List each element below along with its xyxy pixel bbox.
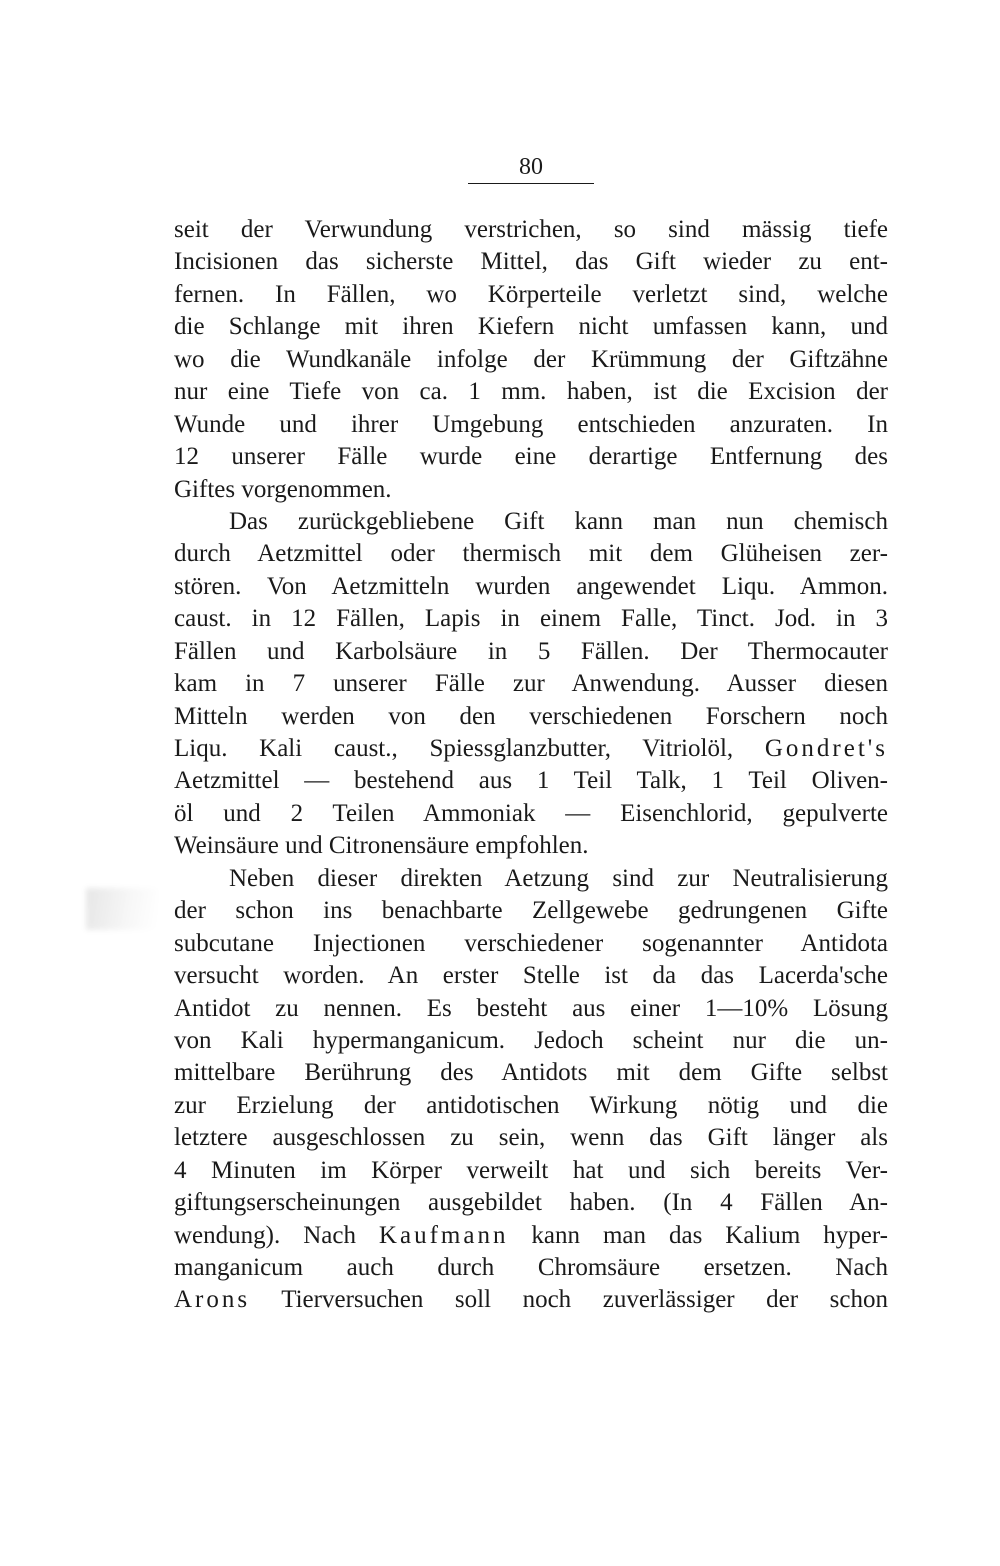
text-line: zur Erzielung der antidotischen Wirkung nötig und die	[174, 1091, 888, 1119]
text-line: öl und 2 Teilen Ammoniak — Eisenchlorid, gepulverte	[174, 799, 888, 827]
spaced-name-kaufmann: Kaufmann	[378, 1221, 509, 1249]
text-line: Fällen und Karbolsäure in 5 Fällen. Der Thermocauter	[174, 637, 888, 665]
text-line: Weinsäure und Citronensäure empfohlen.	[174, 832, 589, 860]
text-line: von Kali hypermanganicum. Jedoch scheint nur die un-	[174, 1026, 888, 1054]
page-number-rule	[468, 183, 594, 184]
scan-smudge	[86, 888, 158, 930]
text-line: giftungserscheinungen ausgebildet haben. (In 4 Fällen An-	[174, 1189, 888, 1217]
paragraph-start-line: Neben dieser direkten Aetzung sind zur Neutralisierung	[229, 864, 888, 892]
text-line: Aetzmittel — bestehend aus 1 Teil Talk, 1 Teil Oliven-	[174, 767, 888, 795]
text-line-arons: Arons Tierversuchen soll noch zuverlässiger der schon	[174, 1286, 888, 1314]
text-line: nur eine Tiefe von ca. 1 mm. haben, ist die Excision der	[174, 378, 888, 406]
spaced-name-arons: Arons	[174, 1286, 251, 1314]
text-line: subcutane Injectionen verschiedener sogenannter Antidota	[174, 929, 888, 957]
text-line: Wunde und ihrer Umgebung entschieden anzuraten. In	[174, 410, 888, 438]
text-line: durch Aetzmittel oder thermisch mit dem Glüheisen zer-	[174, 540, 888, 568]
text-line: seit der Verwundung verstrichen, so sind mässig tiefe	[174, 216, 888, 243]
text-line: Giftes vorgenommen.	[174, 475, 392, 503]
paragraph-start-line: Das zurückgebliebene Gift kann man nun chemisch	[229, 507, 888, 535]
spaced-name-gondret: Gondret's	[764, 735, 888, 762]
text-line: stören. Von Aetzmitteln wurden angewendet Liqu. Ammon.	[174, 572, 888, 600]
body-text	[174, 214, 888, 1317]
text-line: manganicum auch durch Chromsäure ersetzen. Nach	[174, 1254, 888, 1281]
text-line: wo die Wundkanäle infolge der Krümmung der Giftzähne	[174, 345, 888, 373]
text-line-gondret: Liqu. Kali caust., Spiessglanzbutter, Vitriolöl, Gondret's	[174, 735, 888, 762]
text-line: letztere ausgeschlossen zu sein, wenn das Gift länger als	[174, 1124, 888, 1152]
text-line: der schon ins benachbarte Zellgewebe gedrungenen Gifte	[174, 897, 888, 925]
text-line: Antidot zu nennen. Es besteht aus einer 1—10% Lösung	[174, 994, 888, 1022]
text-line: Incisionen das sicherste Mittel, das Gift wieder zu ent-	[174, 248, 888, 276]
page-number: 80	[519, 154, 543, 180]
text-line: 4 Minuten im Körper verweilt hat und sich bereits Ver-	[174, 1156, 888, 1184]
text-line: mittelbare Berührung des Antidots mit dem Gifte selbst	[174, 1059, 888, 1087]
text-line: Mitteln werden von den verschiedenen Forschern noch	[174, 702, 888, 730]
text-line: versucht worden. An erster Stelle ist da das Lacerda'sche	[174, 962, 888, 990]
text-line: kam in 7 unserer Fälle zur Anwendung. Ausser diesen	[174, 670, 888, 698]
text-line: caust. in 12 Fällen, Lapis in einem Falle, Tinct. Jod. in 3	[174, 605, 888, 633]
text-line: fernen. In Fällen, wo Körperteile verletzt sind, welche	[174, 280, 888, 308]
text-line: die Schlange mit ihren Kiefern nicht umfassen kann, und	[174, 313, 888, 341]
text-line-kaufmann: wendung). Nach Kaufmann kann man das Kalium hyper-	[174, 1221, 888, 1249]
text-line: 12 unserer Fälle wurde eine derartige Entfernung des	[174, 443, 888, 471]
